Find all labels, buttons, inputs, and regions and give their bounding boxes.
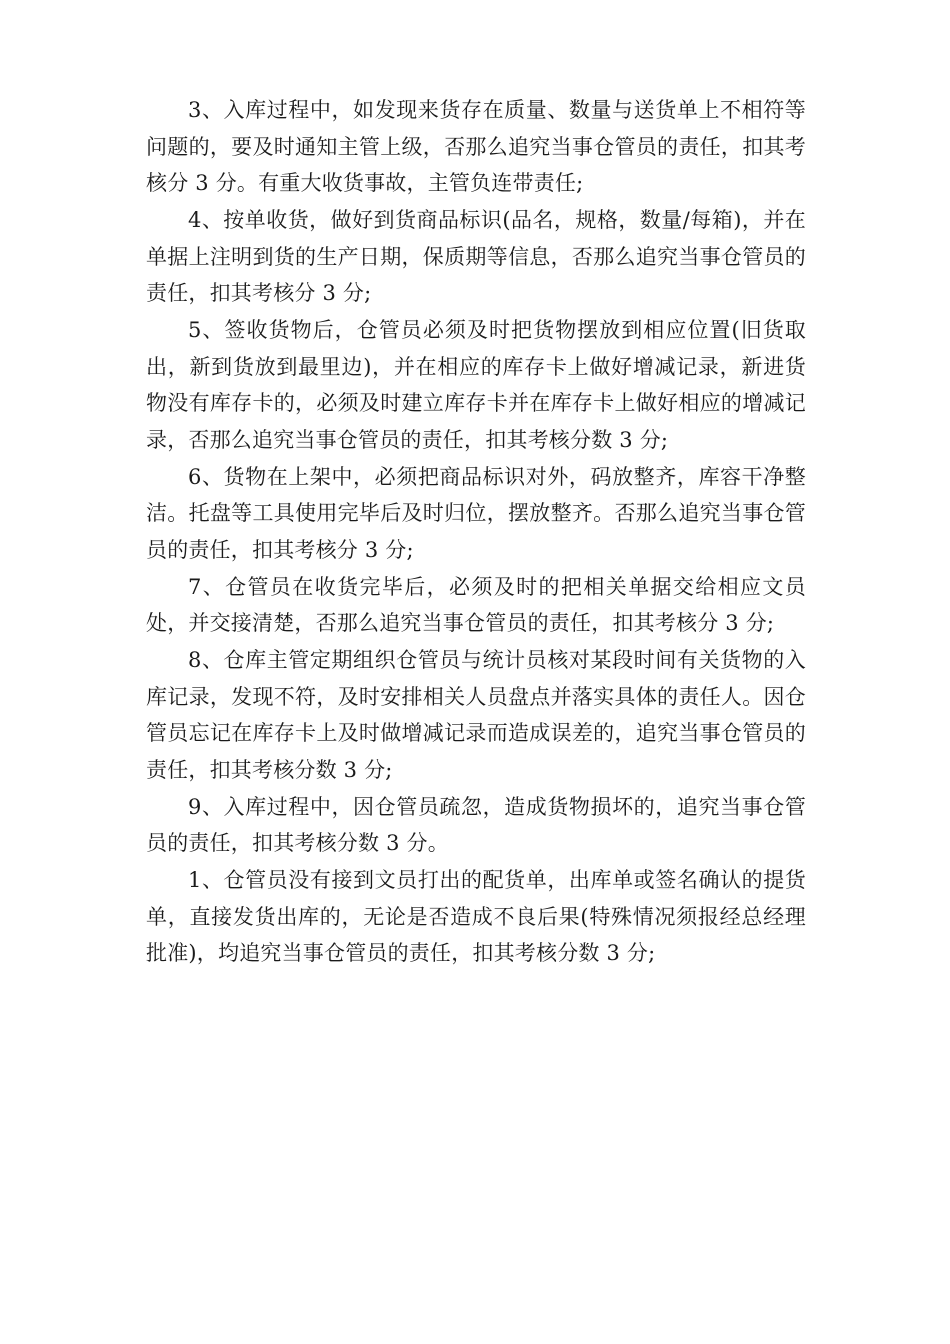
paragraph-item-4: 4、按单收货，做好到货商品标识(品名，规格，数量/每箱)，并在单据上注明到货的生产日期，保质期等信息，否那么追究当事仓管员的责任，扣其考核分 3 分; — [146, 208, 806, 305]
document-body — [146, 92, 806, 972]
paragraph-item-9: 9、入库过程中，因仓管员疏忽，造成货物损坏的，追究当事仓管员的责任，扣其考核分数 3 分。 — [146, 794, 806, 855]
paragraph-item-8: 8、仓库主管定期组织仓管员与统计员核对某段时间有关货物的入库记录，发现不符，及时安排相关人员盘点并落实具体的责任人。因仓管员忘记在库存卡上及时做增减记录而造成误差的，追究当事仓管员的责任，扣其考核分数 3 分; — [146, 648, 806, 782]
paragraph-item-5: 5、签收货物后，仓管员必须及时把货物摆放到相应位置(旧货取出，新到货放到最里边)，并在相应的库存卡上做好增减记录，新进货物没有库存卡的，必须及时建立库存卡并在库存卡上做好相应的增减记录，否那么追究当事仓管员的责任，扣其考核分数 3 分; — [146, 318, 806, 452]
paragraph-item-6: 6、货物在上架中，必须把商品标识对外，码放整齐，库容干净整洁。托盘等工具使用完毕后及时归位，摆放整齐。否那么追究当事仓管员的责任，扣其考核分 3 分; — [146, 464, 806, 562]
paragraph-item-1-outbound: 1、仓管员没有接到文员打出的配货单，出库单或签名确认的提货单，直接发货出库的，无论是否造成不良后果(特殊情况须报经总经理批准)，均追究当事仓管员的责任，扣其考核分数 3 分; — [146, 868, 806, 965]
paragraph-item-3: 3、入库过程中，如发现来货存在质量、数量与送货单上不相符等问题的，要及时通知主管上级，否那么追究当事仓管员的责任，扣其考核分 3 分。有重大收货事故，主管负连带责任; — [146, 98, 806, 195]
paragraph-item-7: 7、仓管员在收货完毕后，必须及时的把相关单据交给相应文员处，并交接清楚，否那么追究当事仓管员的责任，扣其考核分 3 分; — [146, 574, 806, 635]
